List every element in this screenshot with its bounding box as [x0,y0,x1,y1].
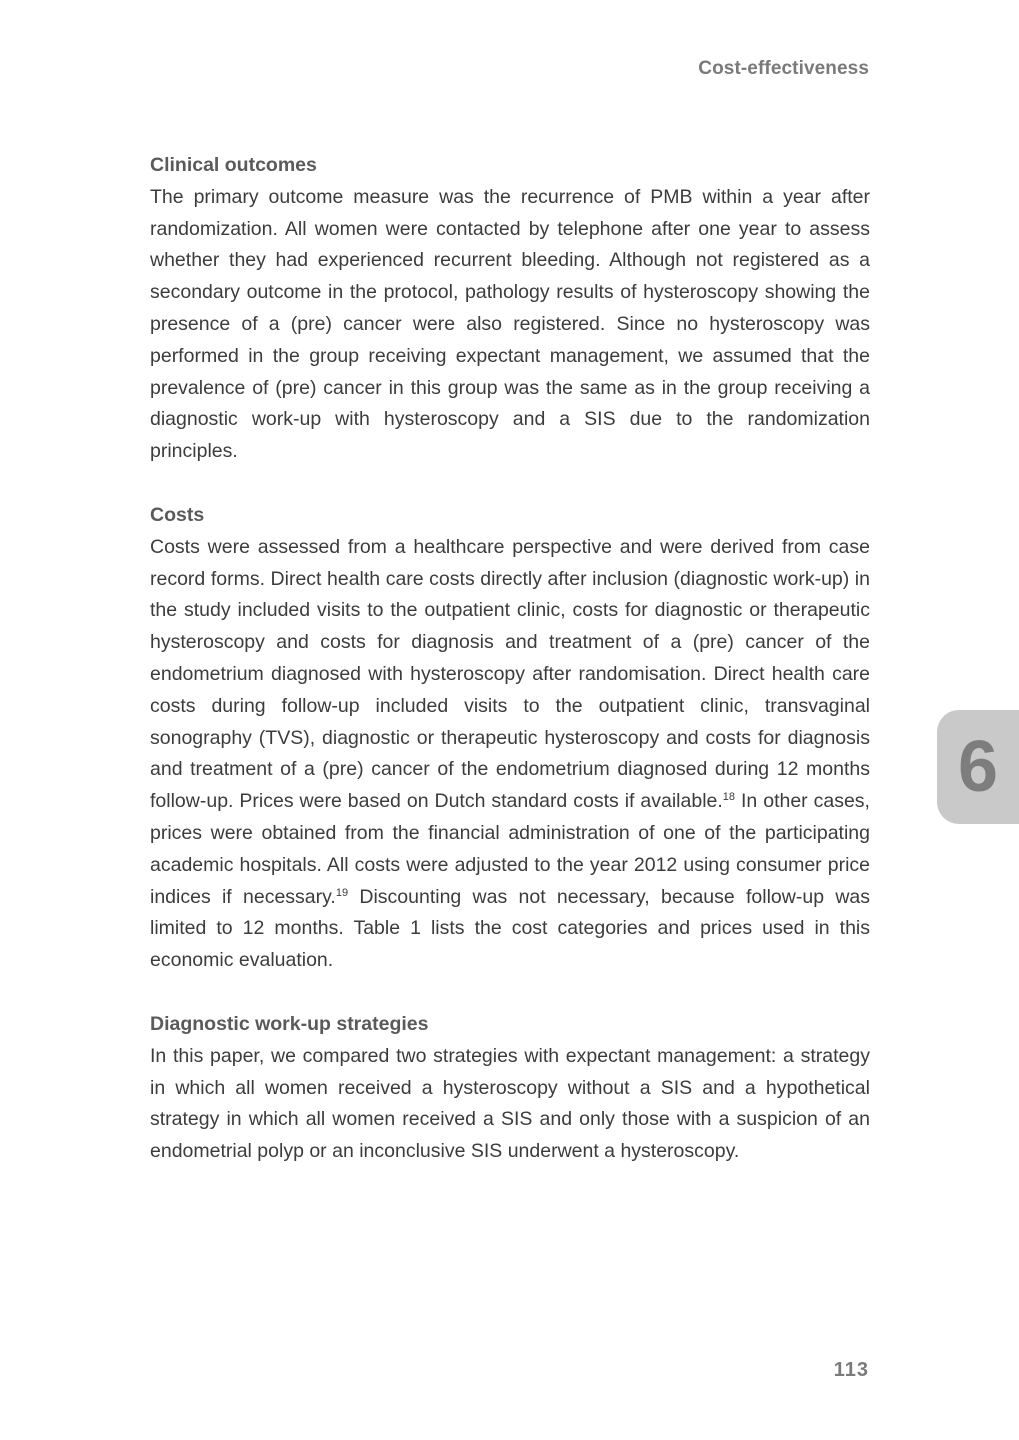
section-paragraph: In this paper, we compared two strategies with expectant management: a strategy in which all women received a hysteroscopy without a SIS and a hypothetical strategy in which all women received a SIS and only those with a suspicion of an endometrial polyp or an inconclusive SIS underwent a hysteroscopy. [150,1044,870,1163]
main-content [150,150,870,1200]
section-heading: Diagnostic work-up strategies [150,1012,429,1035]
section-costs [150,500,870,977]
paragraph-text: In other cases, prices were obtained from the financial administration of one of the participating academic hospitals. All costs were adjusted to the year 2012 using consumer price indices if necessary. [150,790,870,908]
section-heading: Costs [150,503,205,526]
chapter-number: 6 [957,727,999,807]
paragraph-text: Discounting was not necessary, because follow-up was limited to 12 months. Table 1 lists the cost categories and prices used in this economic evaluation. [150,885,870,972]
reference-19: 19 [335,886,349,899]
section-heading: Clinical outcomes [150,154,317,176]
running-head: Cost-effectiveness [698,58,869,79]
section-paragraph: The primary outcome measure was the recurrence of PMB within a year after randomization. All women were contacted by telephone after one year to assess whether they had experienced recurrent bleeding. Although not registered as a secondary outcome in the protocol, pathology results of hysteroscopy showing the presence of a (pre) cancer were also registered. Since no hysteroscopy was performed in the group receiving expectant management, we assumed that the prevalence of (pre) cancer in this group was the same as in the group receiving a diagnostic work-up with hysteroscopy and a SIS due to the randomization principles. [150,185,870,463]
paragraph-text: Costs were assessed from a healthcare perspective and were derived from case record forms. Direct health care costs directly after inclusion (diagnostic work-up) in the study included visits to the outpatient clinic, costs for diagnostic or therapeutic hysteroscopy and costs for diagnosis and treatment of a (pre) cancer of the endometrium diagnosed with hysteroscopy after randomisation. Direct health care costs during follow-up included visits to the outpatient clinic, transvaginal sonography (TVS), diagnostic or therapeutic hysteroscopy and costs for diagnosis and treatment of a (pre) cancer of the endometrium diagnosed during 12 months follow-up. Prices were based on Dutch standard costs if available. [150,535,870,813]
page-number: 113 [833,1359,869,1381]
chapter-tab [937,710,1019,824]
section-clinical-outcomes [150,150,870,468]
section-diagnostic-strategies [150,1009,870,1168]
section-paragraph [150,532,870,977]
reference-18: 18 [722,791,736,804]
